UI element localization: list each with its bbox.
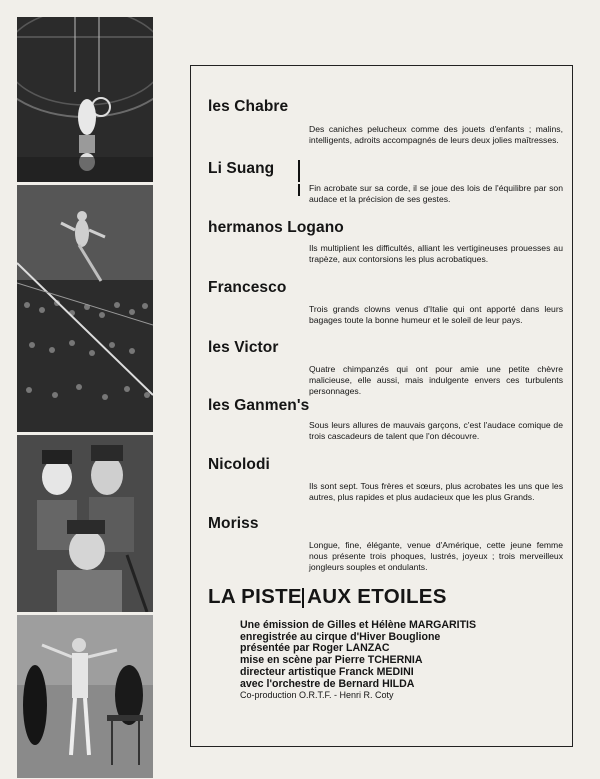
print-mark <box>298 184 300 196</box>
act-name: les Chabre <box>208 98 289 115</box>
credit-line: Une émission de Gilles et Hélène MARGARITIS <box>240 619 477 631</box>
trapeze-artists-photo <box>17 17 153 182</box>
act-name: hermanos Logano <box>208 219 344 236</box>
act-description: Fin acrobate sur sa corde, il se joue des lois de l'équilibre par son audace et la précision de ses gestes. <box>309 183 563 205</box>
act-description: Longue, fine, élégante, venue d'Amérique, cette jeune femme nous présente trois phoques, lustrés, joyeux ; trois merveilleux jongleurs souples et ondulants. <box>309 540 563 573</box>
credit-line: présentée par Roger LANZAC <box>240 642 390 655</box>
act-name: les Ganmen's <box>208 397 310 414</box>
show-title: LA PISTE AUX ETOILES <box>208 585 447 608</box>
act-name: Nicolodi <box>208 456 270 473</box>
act-description: Sous leurs allures de mauvais garçons, c'est l'audace comique de trois cascadeurs de talent que l'on découvre. <box>309 420 563 442</box>
credit-line: enregistrée au cirque d'Hiver Bouglione <box>240 630 441 643</box>
act-name: Francesco <box>208 279 287 296</box>
act-description: Ils multiplient les difficultés, alliant les vertigineuses prouesses au trapèze, aux contorsions les plus acrobatiques. <box>309 243 563 265</box>
credit-line: avec l'orchestre de Bernard HILDA <box>240 677 415 690</box>
act-name: Moriss <box>208 515 259 532</box>
act-description: Ils sont sept. Tous frères et sœurs, plus acrobates les uns que les autres, plus rapides et plus audacieux que les plus Grands. <box>309 481 563 503</box>
coproduction-line: Co-production O.R.T.F. - Henri R. Coty <box>240 690 394 701</box>
clowns-photo <box>17 435 153 612</box>
credit-line: directeur artistique Franck MEDINI <box>240 665 414 678</box>
seal-trainer-photo <box>17 615 153 778</box>
act-description: Trois grands clowns venus d'Italie qui ont apporté dans leurs bagages toute la bonne humeur et le soleil de leur pays. <box>309 304 563 326</box>
act-description: Quatre chimpanzés qui ont pour amie une petite chèvre malicieuse, elle aussi, mais indulgente envers ces turbulents personnages. <box>309 364 563 397</box>
tightrope-acrobat-photo <box>17 185 153 432</box>
act-name: les Victor <box>208 339 279 356</box>
print-mark <box>298 160 300 182</box>
act-name: Li Suang <box>208 160 275 177</box>
credit-line: mise en scène par Pierre TCHERNIA <box>240 654 423 667</box>
act-description: Des caniches pelucheux comme des jouets d'enfants ; malins, intelligents, adroits accompagnés de leurs deux jolies maîtresses. <box>309 124 563 146</box>
credits-block <box>240 620 476 702</box>
